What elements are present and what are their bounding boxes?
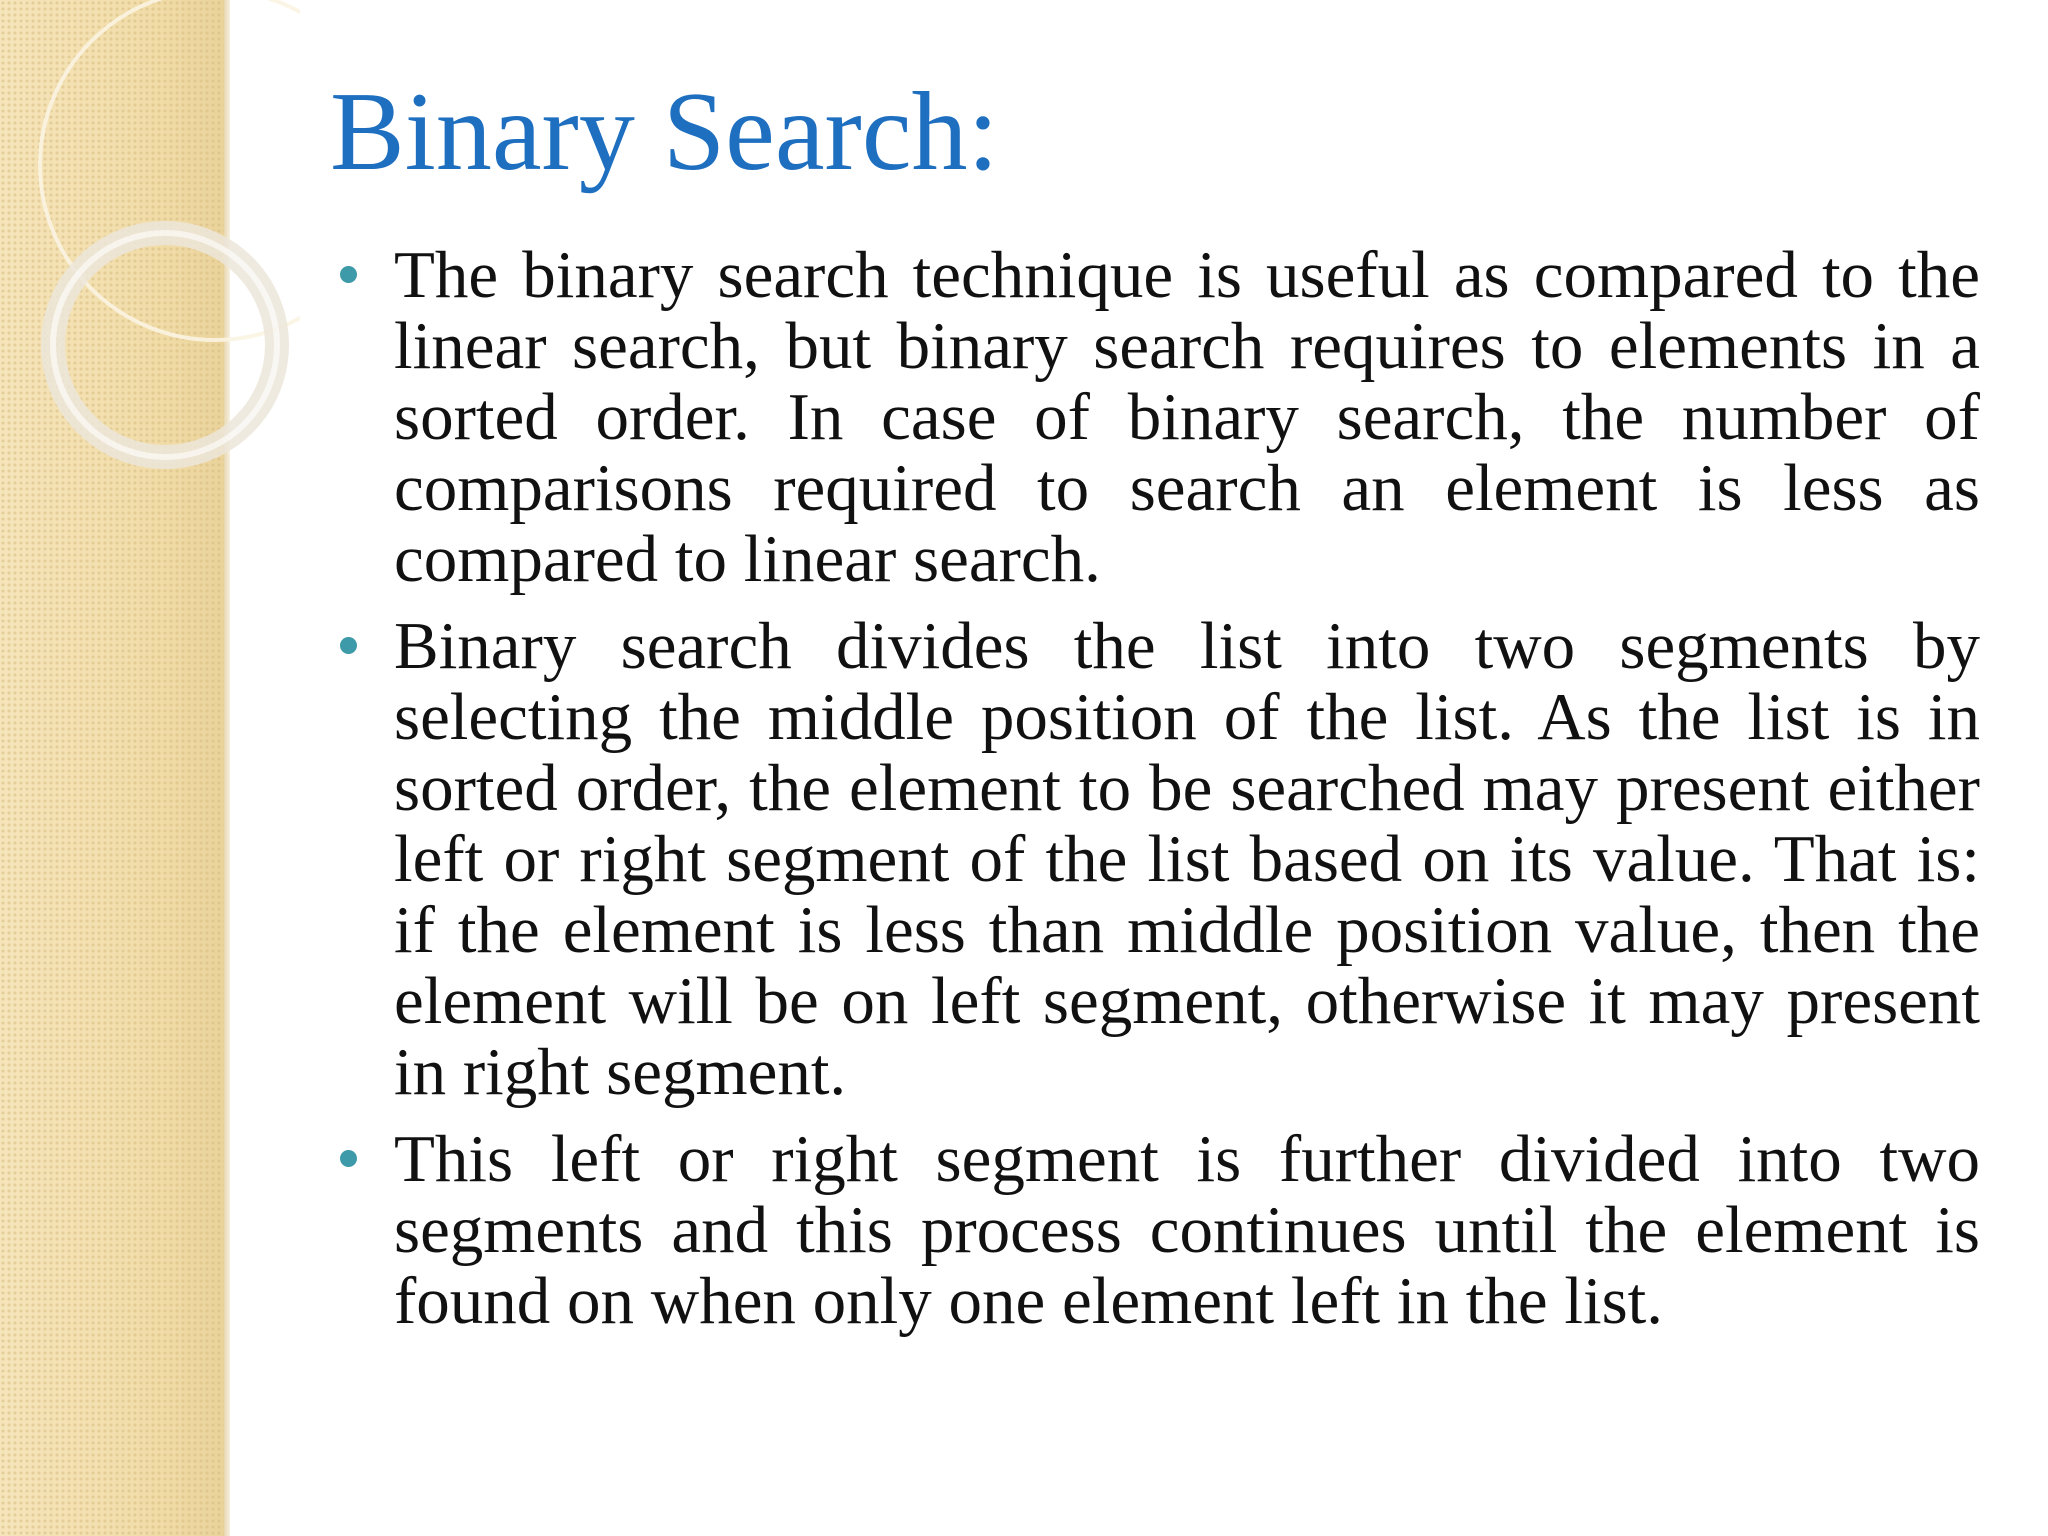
lower-ring-highlight bbox=[53, 233, 277, 457]
bullet-dot-icon bbox=[340, 266, 357, 283]
bullet-text: The binary search technique is useful as compared to the linear search, but binary search requires to elements in a sorted order. In case of binary search, the number of comparisons required to search an element is less as compared to linear search. bbox=[394, 238, 1980, 596]
bullet-text: This left or right segment is further divided into two segments and this process continues until the element is found on when only one element left in the list. bbox=[394, 1122, 1980, 1338]
bullet-list bbox=[340, 240, 1980, 1353]
bullet-dot-icon bbox=[340, 637, 357, 654]
bullet-item bbox=[340, 1124, 1980, 1337]
bullet-item bbox=[340, 240, 1980, 595]
bullet-dot-icon bbox=[340, 1150, 357, 1167]
decorative-rings bbox=[0, 0, 300, 520]
bullet-text: Binary search divides the list into two segments by selecting the middle position of the list. As the list is in sorted order, the element to be searched may present either left or right segment of the list based on its value. That is: if the element is less than middle position value, then the element will be on left segment, otherwise it may present in right segment. bbox=[394, 609, 1980, 1109]
bullet-item bbox=[340, 611, 1980, 1108]
slide-title: Binary Search: bbox=[330, 70, 999, 194]
